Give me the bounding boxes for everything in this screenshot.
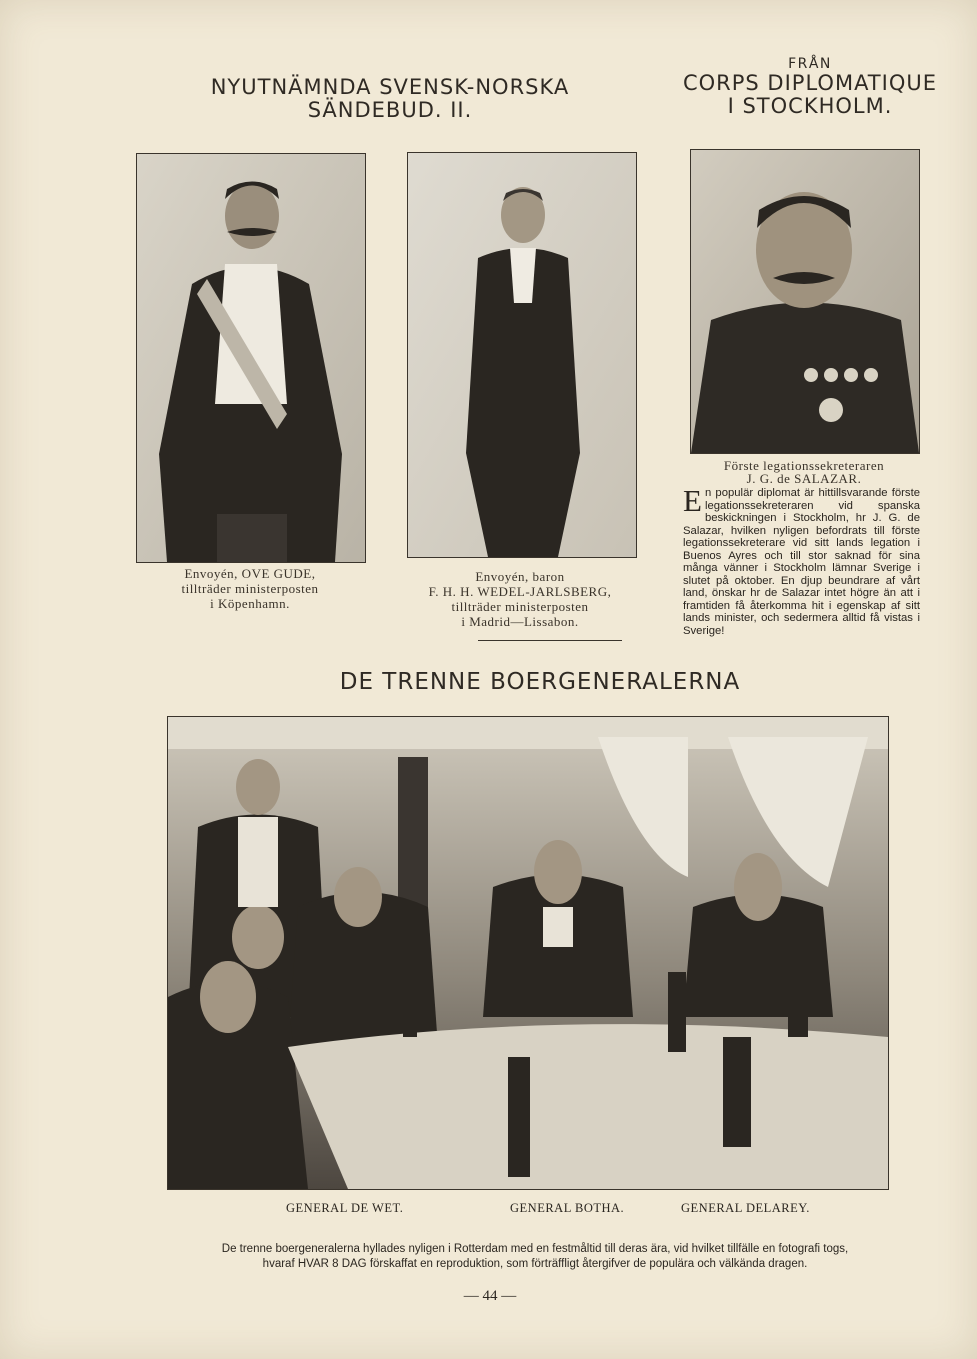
caption-gude	[140, 566, 360, 611]
caption-line: J. G. de SALAZAR.	[746, 471, 862, 486]
article-body: n populär diplomat är hittillsvarande förste legationssekreteraren vid spanska beskickningen i Stockholm, hr J. G. de Salazar, hvilken nyligen befordrats till förste legationssekreterare vid sitt lands legation i Buenos Ayres och till stor saknad för sina många vänner i Stockholm lämnar Sverige i slutet på oktober. En djup beundrare af vårt land, önskar hr de Salazar intet högre än att i framtiden få återkomma hit i egenskap af sitt lands minister, och sedermera alltid få vistas i Sverige!	[683, 487, 920, 637]
caption-line: Envoyén, baron	[475, 569, 565, 584]
divider-rule	[478, 640, 622, 641]
label-general-de-wet: GENERAL DE WET.	[286, 1201, 404, 1215]
heading-corps-diplomatique	[660, 57, 960, 119]
caption-salazar	[690, 459, 918, 485]
banquet-photo-boer-generals	[167, 716, 889, 1190]
page-number: — 44 —	[463, 1288, 517, 1304]
dropcap: E	[683, 483, 702, 518]
heading-line: I STOCKHOLM.	[727, 94, 893, 119]
label-general-botha: GENERAL BOTHA.	[510, 1201, 625, 1215]
caption-line: Förste legationssekreteraren	[723, 458, 885, 473]
heading-line: NYUTNÄMNDA SVENSK-NORSKA	[210, 75, 570, 99]
article-salazar	[683, 483, 920, 637]
caption-line: tillträder ministerposten	[181, 581, 319, 596]
caption-line: tillträder ministerposten	[451, 599, 589, 614]
portrait-photo-salazar	[690, 149, 920, 454]
bottom-caption-line: hvaraf HVAR 8 DAG förskaffat en reproduktion, som förträffligt återgifver de populära och välkända dragen.	[262, 1258, 808, 1270]
heading-line: SÄNDEBUD. II.	[307, 98, 473, 123]
bottom-caption-line: De trenne boergeneralerna hyllades nyligen i Rotterdam med en festmåltid till deras ära, vid hvilket tillfälle en fotografi togs,	[221, 1243, 849, 1255]
caption-line: i Köpenhamn.	[210, 596, 290, 611]
caption-line: i Madrid—Lissabon.	[461, 614, 579, 629]
bottom-caption	[135, 1242, 935, 1272]
heading-boer-generals: DE TRENNE BOERGENERALERNA	[339, 669, 741, 695]
caption-line: F. H. H. WEDEL-JARLSBERG,	[428, 584, 612, 599]
portrait-photo-gude	[136, 153, 366, 563]
heading-line: CORPS DIPLOMATIQUE	[682, 71, 937, 96]
heading-swedish-norwegian-envoys	[170, 76, 610, 122]
caption-wedel-jarlsberg	[400, 569, 640, 629]
caption-line: Envoyén, OVE GUDE,	[184, 566, 316, 581]
portrait-photo-wedel-jarlsberg	[407, 152, 637, 558]
label-general-delarey: GENERAL DELAREY.	[681, 1201, 810, 1215]
heading-line: FRÅN	[788, 56, 832, 72]
